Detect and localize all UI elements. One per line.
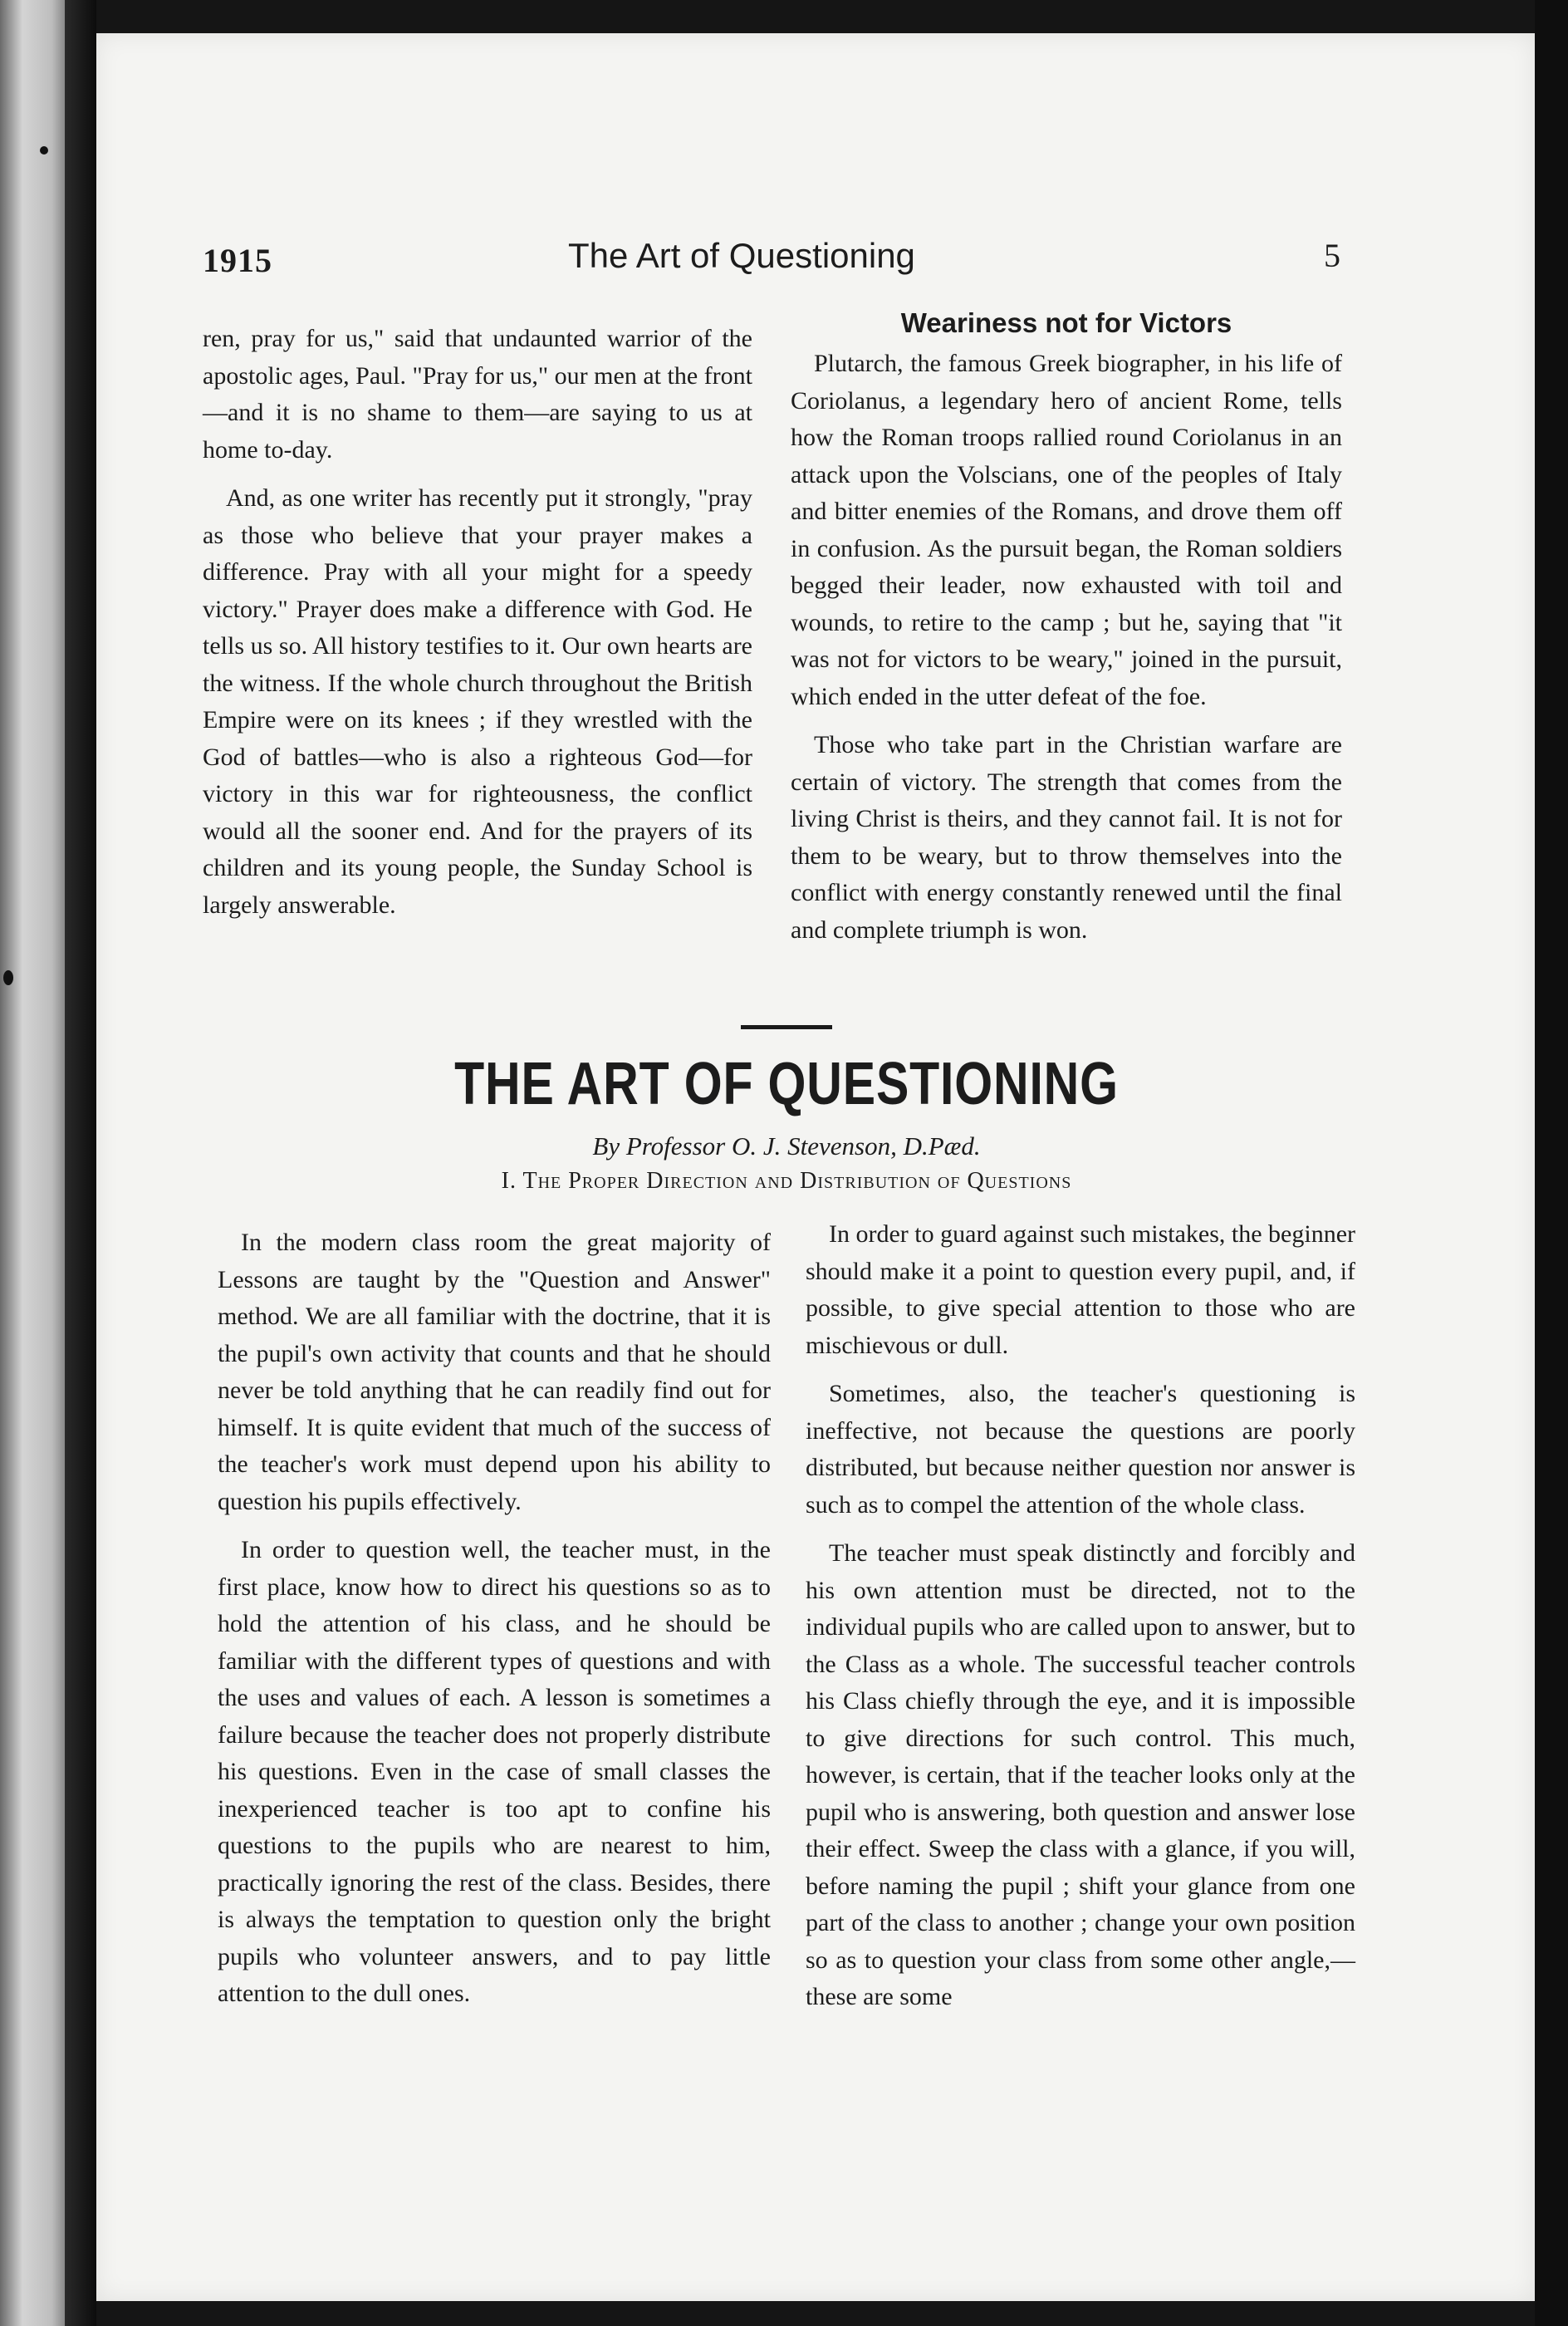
header-year: 1915 [203, 242, 272, 279]
column-top-right [791, 304, 1342, 949]
binding-gutter [65, 0, 96, 2326]
page-number: 5 [1324, 237, 1340, 274]
paragraph: In order to guard against such mistakes, the beginner should make it a point to question every pupil, and, if possible, to give special attention to those who are mischievous or dull. [806, 1220, 1355, 1359]
paragraph: ren, pray for us," said that undaunted warrior of the apostolic ages, Paul. "Pray for us," our men at the front—and it is no shame to them—are saying to us at home to-day. [203, 325, 752, 464]
header-title: The Art of Questioning [568, 236, 915, 275]
column-top-left [203, 321, 752, 924]
section-heading-weariness: Weariness not for Victors [900, 307, 1232, 338]
running-header [203, 236, 1340, 286]
column-article-right [806, 1216, 1355, 2016]
paragraph: The teacher must speak distinctly and forcibly and his own attention must be directed, not to the individual pupils who are called upon to answer, but to the Class as a whole. The successful teacher controls his Class chiefly through the eye, and it is impossible to give directions for such control. This much, however, is certain, that if the teacher looks only at the pupil who is answering, both question and answer lose their effect. Sweep the class with a glance, if you will, before naming the pupil ; shift your glance from one part of the class to another ; change your own position so as to question your class from some other angle,—these are some [806, 1539, 1355, 2010]
article-section-heading: I. The Proper Direction and Distribution of Questions [501, 1168, 1072, 1194]
adjacent-page-edge [0, 0, 65, 2326]
scan-border [1535, 0, 1568, 2326]
paragraph: Sometimes, also, the teacher's questioning is ineffective, not because the questions are poorly distributed, but because neither question nor answer is such as to compel the attention of the whole class. [806, 1380, 1355, 1519]
scan-speck [40, 146, 48, 155]
paragraph: Those who take part in the Christian warfare are certain of victory. The strength that comes from the living Christ is theirs, and they cannot fail. It is not for them to be weary, but to throw themselves into the conflict with energy constantly renewed until the final and complete triumph is won. [791, 731, 1342, 944]
paragraph: In order to question well, the teacher must, in the first place, know how to direct his questions so as to hold the attention of his class, and he should be familiar with the different types of questions and with the uses and values of each. A lesson is sometimes a failure because the teacher does not properly distribute his questions. Even in the case of small classes the inexperienced teacher is too apt to confine his questions to the pupils who are nearest to him, practically ignoring the rest of the class. Besides, there is always the temptation to question only the bright pupils who volunteer answers, and to pay little attention to the dull ones. [218, 1536, 771, 2007]
paragraph: Plutarch, the famous Greek biographer, in his life of Coriolanus, a legendary hero of ancient Rome, tells how the Roman troops rallied round Coriolanus in an attack upon the Volscians, one of the peoples of Italy and bitter enemies of the Romans, and drove them off in confusion. As the pursuit began, the Roman soldiers begged their leader, now exhausted with toil and wounds, to retire to the camp ; but he, saying that "it was not for victors to be weary," joined in the pursuit, which ended in the utter defeat of the foe. [791, 350, 1342, 710]
paragraph: In the modern class room the great majority of Lessons are taught by the "Question and Answer" method. We are all familiar with the doctrine, that it is the pupil's own activity that counts and that he should never be told anything that he can readily find out for himself. It is quite evident that much of the success of the teacher's work must depend upon his ability to question his pupils effectively. [218, 1229, 771, 1515]
article-title: THE ART OF QUESTIONING [454, 1051, 1119, 1117]
divider-rule [741, 1025, 832, 1029]
column-article-left [218, 1224, 771, 2013]
scan-speck [3, 970, 13, 985]
paragraph: And, as one writer has recently put it strongly, "pray as those who believe that your prayer makes a difference. Pray with all your might for a speedy victory." Prayer does make a difference with God. He tells us so. All history testifies to it. Our own hearts are the witness. If the whole church throughout the British Empire were on its knees ; if they wrestled with the God of battles—who is also a righteous God—for victory in this war for righteousness, the conflict would all the sooner end. And for the prayers of its children and its young people, the Sunday School is largely answerable. [203, 484, 752, 919]
article-byline: By Professor O. J. Stevenson, D.Pæd. [592, 1131, 981, 1161]
